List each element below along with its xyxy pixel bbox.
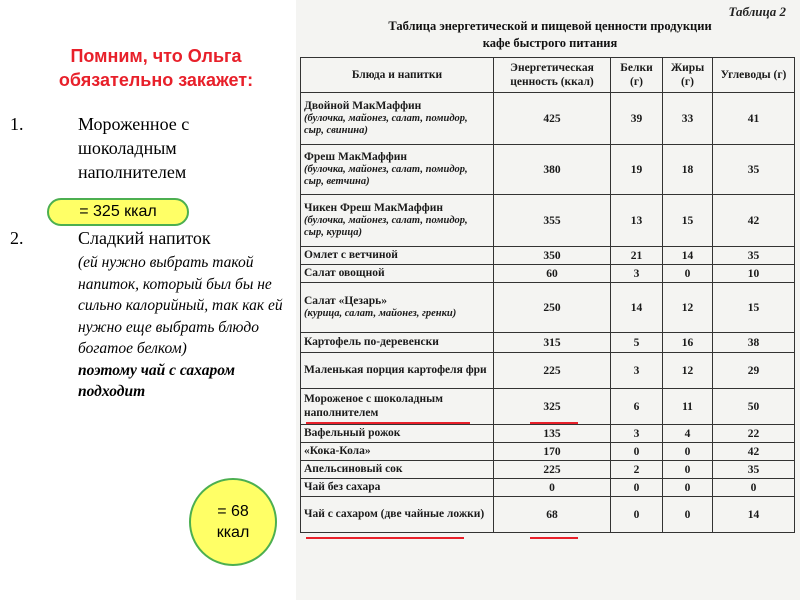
cell-carbs: 35 [713, 247, 795, 265]
cell-dish [301, 265, 494, 283]
dish-name: Чикен Фреш МакМаффин [304, 201, 443, 214]
cell-dish [301, 389, 494, 425]
dish-name: Чай с сахаром (две чайные ложки) [304, 507, 485, 520]
cell-kcal: 380 [494, 145, 611, 195]
dish-name: Омлет с ветчиной [304, 248, 398, 261]
table-row [301, 93, 795, 145]
cell-protein: 0 [611, 479, 663, 497]
cell-fat: 33 [663, 93, 713, 145]
dish-name: Салат «Цезарь» [304, 294, 387, 307]
cell-carbs: 29 [713, 353, 795, 389]
cell-fat: 14 [663, 247, 713, 265]
slide-heading: Помним, что Ольга обязательно закажет: [58, 46, 254, 90]
cell-protein: 2 [611, 461, 663, 479]
cell-fat: 0 [663, 443, 713, 461]
header-fat: Жиры (г) [663, 58, 713, 93]
table-row [301, 443, 795, 461]
cell-kcal: 225 [494, 461, 611, 479]
cell-protein: 39 [611, 93, 663, 145]
dish-name: «Кока-Кола» [304, 444, 371, 457]
tea-kcal-callout [189, 478, 277, 566]
cell-carbs: 35 [713, 461, 795, 479]
cell-carbs: 38 [713, 333, 795, 353]
cell-protein: 5 [611, 333, 663, 353]
cell-dish [301, 247, 494, 265]
dish-ingredients: (булочка, майонез, салат, помидор, сыр, ветчина) [304, 164, 468, 188]
cell-kcal: 60 [494, 265, 611, 283]
cell-dish [301, 425, 494, 443]
dish-name: Салат овощной [304, 266, 385, 279]
header-dish: Блюда и напитки [301, 58, 494, 93]
cell-kcal: 135 [494, 425, 611, 443]
dish-ingredients: (булочка, майонез, салат, помидор, сыр, свинина) [304, 113, 468, 137]
cell-dish [301, 283, 494, 333]
list-item-number: 2. [10, 228, 24, 248]
cell-kcal: 250 [494, 283, 611, 333]
dish-ingredients: (булочка, майонез, салат, помидор, сыр, курица) [304, 215, 468, 239]
cell-kcal: 325 [494, 389, 611, 425]
cell-carbs: 10 [713, 265, 795, 283]
table-row [301, 247, 795, 265]
cell-fat: 0 [663, 497, 713, 533]
list-item-number: 1. [10, 114, 24, 134]
cell-carbs: 42 [713, 195, 795, 247]
cell-fat: 16 [663, 333, 713, 353]
table-row [301, 425, 795, 443]
cell-kcal: 68 [494, 497, 611, 533]
dish-name: Мороженое с шоколадным наполнителем [304, 393, 443, 419]
cell-dish [301, 443, 494, 461]
cell-fat: 18 [663, 145, 713, 195]
list-item-conclusion: поэтому чай с сахаром подходит [78, 361, 235, 400]
dish-name: Маленькая порция картофеля фри [304, 363, 487, 376]
cell-kcal: 170 [494, 443, 611, 461]
cell-protein: 3 [611, 265, 663, 283]
cell-protein: 19 [611, 145, 663, 195]
cell-fat: 11 [663, 389, 713, 425]
tea-kcal-underline [530, 537, 578, 539]
dish-name: Двойной МакМаффин [304, 99, 422, 112]
nutrition-table [300, 57, 795, 533]
tea-kcal-value: = 68 [217, 503, 249, 520]
cell-kcal: 315 [494, 333, 611, 353]
cell-fat: 12 [663, 353, 713, 389]
cell-dish [301, 353, 494, 389]
ice-cream-kcal-underline [530, 422, 578, 424]
table-row [301, 333, 795, 353]
cell-kcal: 355 [494, 195, 611, 247]
dish-name: Апельсиновый сок [304, 462, 403, 475]
tea-name-underline [306, 537, 464, 539]
table-row [301, 265, 795, 283]
cell-protein: 3 [611, 353, 663, 389]
header-protein: Белки (г) [611, 58, 663, 93]
cell-protein: 3 [611, 425, 663, 443]
table-title [320, 18, 780, 52]
list-item-content [78, 226, 288, 403]
cell-kcal: 350 [494, 247, 611, 265]
table-row [301, 497, 795, 533]
table-title-line: Таблица энергетической и пищевой ценности продукции [388, 19, 712, 33]
table-row [301, 283, 795, 333]
list-item-text: Сладкий напиток [78, 228, 211, 248]
cell-dish [301, 145, 494, 195]
dish-ingredients: (курица, салат, майонез, гренки) [304, 308, 457, 320]
tea-kcal-unit: ккал [216, 524, 250, 541]
cell-kcal: 0 [494, 479, 611, 497]
table-row [301, 461, 795, 479]
header-kcal: Энергетическая ценность (ккал) [494, 58, 611, 93]
cell-carbs: 42 [713, 443, 795, 461]
dish-name: Фреш МакМаффин [304, 150, 407, 163]
cell-carbs: 0 [713, 479, 795, 497]
dish-name: Вафельный рожок [304, 426, 401, 439]
cell-dish [301, 497, 494, 533]
table-row [301, 195, 795, 247]
cell-kcal: 425 [494, 93, 611, 145]
ice-cream-name-underline [306, 422, 470, 424]
table-row [301, 353, 795, 389]
cell-protein: 13 [611, 195, 663, 247]
cell-protein: 6 [611, 389, 663, 425]
cell-fat: 0 [663, 479, 713, 497]
cell-carbs: 50 [713, 389, 795, 425]
header-carbs: Углеводы (г) [713, 58, 795, 93]
cell-protein: 14 [611, 283, 663, 333]
table-row [301, 479, 795, 497]
cell-fat: 0 [663, 265, 713, 283]
table-row [301, 145, 795, 195]
table-label: Таблица 2 [728, 4, 786, 19]
ice-cream-kcal-callout: = 325 ккал [47, 198, 189, 226]
cell-fat: 12 [663, 283, 713, 333]
cell-dish [301, 333, 494, 353]
cell-protein: 0 [611, 497, 663, 533]
cell-dish [301, 461, 494, 479]
cell-kcal: 225 [494, 353, 611, 389]
table-row [301, 389, 795, 425]
list-item-note: (ей нужно выбрать такой напиток, который был бы не сильно калорийный, так как ей нужно еще выбрать блюдо богатое белком) [78, 254, 283, 357]
cell-fat: 0 [663, 461, 713, 479]
table-title-line: кафе быстрого питания [482, 36, 618, 50]
cell-dish [301, 479, 494, 497]
dish-name: Чай без сахара [304, 480, 381, 493]
cell-dish [301, 93, 494, 145]
dish-name: Картофель по-деревенски [304, 335, 439, 348]
cell-protein: 0 [611, 443, 663, 461]
cell-carbs: 35 [713, 145, 795, 195]
cell-carbs: 22 [713, 425, 795, 443]
cell-fat: 4 [663, 425, 713, 443]
cell-carbs: 41 [713, 93, 795, 145]
cell-carbs: 14 [713, 497, 795, 533]
cell-carbs: 15 [713, 283, 795, 333]
cell-dish [301, 195, 494, 247]
table-header-row [301, 58, 795, 93]
list-item-text: Мороженное с шоколадным наполнителем [78, 114, 190, 182]
cell-fat: 15 [663, 195, 713, 247]
cell-protein: 21 [611, 247, 663, 265]
